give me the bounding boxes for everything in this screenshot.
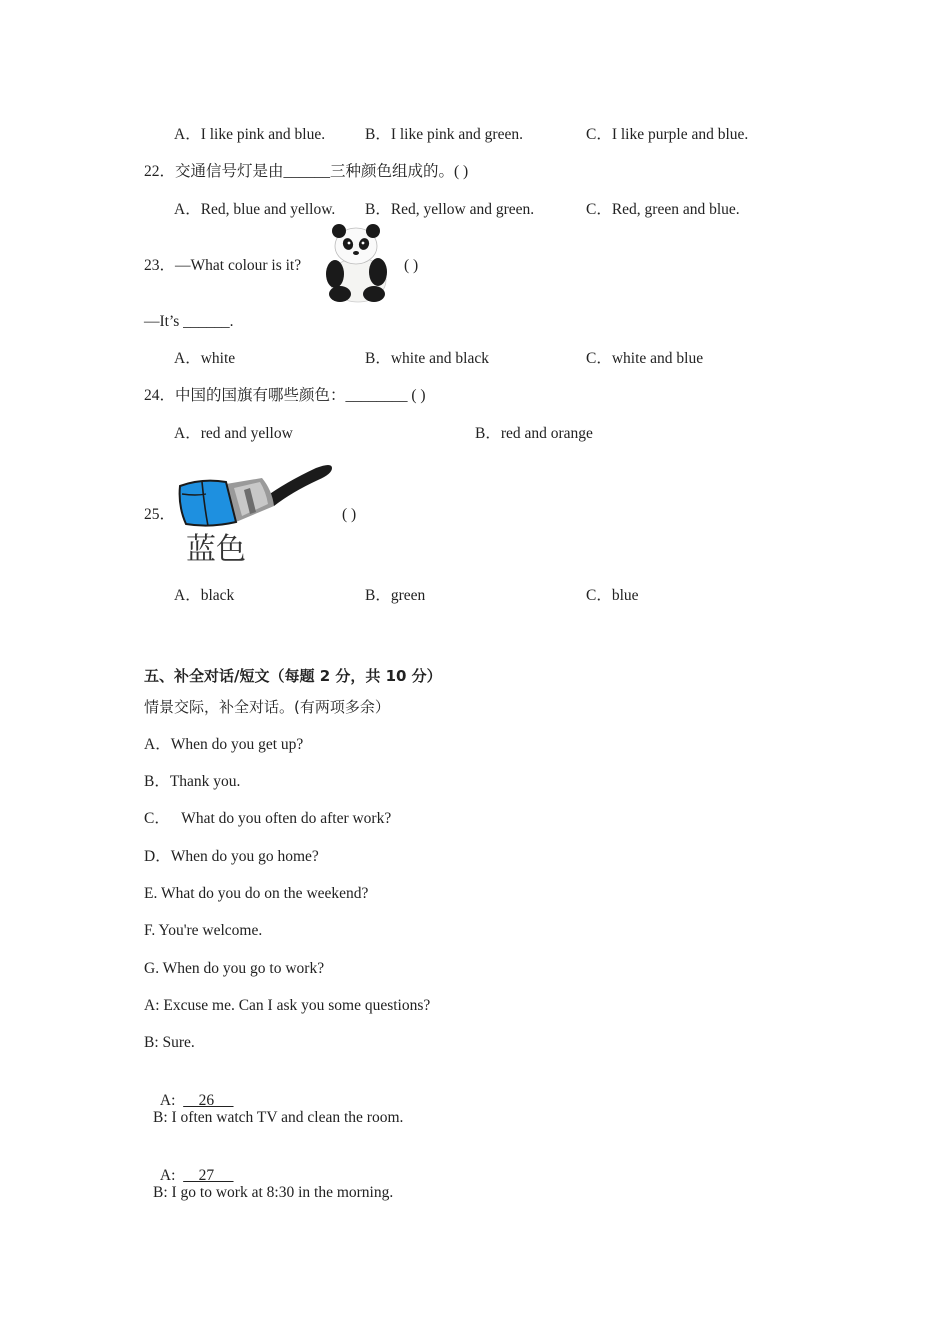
choice-e: E. What do you do on the weekend? — [144, 885, 369, 902]
blank-27[interactable]: 27 — [183, 1167, 234, 1184]
dialogue-line-1: A: Excuse me. Can I ask you some questions? — [144, 997, 431, 1014]
choice-c: C． What do you often do after work? — [144, 810, 392, 827]
q22-stem: 22．交通信号灯是由______三种颜色组成的。( ) — [144, 163, 469, 180]
q25-number: 25． — [144, 506, 176, 523]
q21-option-b: B．I like pink and green. — [365, 126, 523, 143]
choice-b: B．Thank you. — [144, 773, 241, 790]
q21-option-a: A．I like pink and blue. — [174, 126, 326, 143]
paintbrush-icon — [176, 460, 336, 532]
q23-option-c: C．white and blue — [586, 350, 704, 367]
q21-option-c: C．I like purple and blue. — [586, 126, 749, 143]
section-heading: 五、补全对话/短文（每题 2 分，共 10 分） — [144, 667, 442, 685]
dialogue-line-5 — [153, 1146, 234, 1186]
q23-paren: ( ) — [404, 257, 419, 274]
section-instruction: 情景交际，补全对话。(有两项多余） — [144, 698, 390, 716]
q22-option-c: C．Red, green and blue. — [586, 201, 740, 218]
choice-f: F. You're welcome. — [144, 922, 263, 939]
q25-paren: ( ) — [342, 506, 357, 523]
q22-option-a: A．Red, blue and yellow. — [174, 201, 336, 218]
q25-option-c: C．blue — [586, 587, 639, 604]
panda-icon — [320, 222, 392, 304]
q24-stem: 24．中国的国旗有哪些颜色：________ ( ) — [144, 387, 426, 404]
choice-a: A．When do you get up? — [144, 736, 304, 753]
dialogue-speaker: A: — [159, 1167, 184, 1184]
q23-answer-line: —It’s ______. — [144, 313, 234, 330]
q24-option-b: B．red and orange — [475, 425, 593, 442]
dialogue-speaker: A: — [159, 1092, 184, 1109]
q25-option-a: A．black — [174, 587, 235, 604]
q23-option-a: A．white — [174, 350, 236, 367]
q25-option-b: B．green — [365, 587, 426, 604]
dialogue-line-6: B: I go to work at 8:30 in the morning. — [153, 1184, 394, 1201]
dialogue-line-3 — [153, 1071, 234, 1111]
q22-option-b: B．Red, yellow and green. — [365, 201, 535, 218]
dialogue-line-2: B: Sure. — [144, 1034, 195, 1051]
dialogue-line-4: B: I often watch TV and clean the room. — [153, 1109, 404, 1126]
q25-image-caption: 蓝色 — [186, 532, 246, 567]
q23-option-b: B．white and black — [365, 350, 489, 367]
q23-stem: 23．—What colour is it? — [144, 257, 302, 274]
choice-d: D．When do you go home? — [144, 848, 319, 865]
q24-option-a: A．red and yellow — [174, 425, 293, 442]
blank-26[interactable]: 26 — [183, 1092, 234, 1109]
choice-g: G. When do you go to work? — [144, 960, 325, 977]
